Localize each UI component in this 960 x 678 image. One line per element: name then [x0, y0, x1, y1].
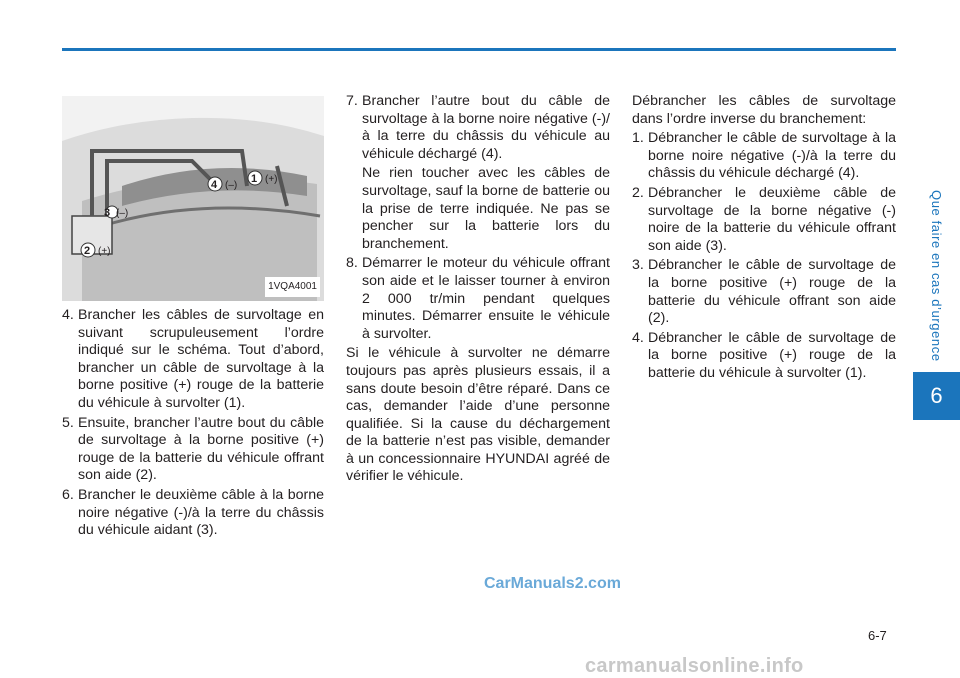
page-number: 6-7: [868, 628, 887, 643]
step-number: 5.: [62, 414, 74, 431]
step-text: Brancher le deuxième câble à la borne noire négative (-)/à la terre du châssis du véhicule aidant (3).: [78, 486, 324, 539]
step-text: Débrancher le câble de survoltage à la borne noire négative (-)/à la terre du châssis du véhicule déchargé (4).: [648, 130, 896, 182]
step-number: 6.: [62, 486, 74, 503]
watermark-link[interactable]: CarManuals2.com: [484, 575, 621, 592]
column-3: [632, 93, 896, 385]
disconnect-step-2: [632, 185, 896, 255]
step-text: Brancher l’autre bout du câble de survoltage à la borne noire négative (-)/à la terre du châssis du véhicule au véhicule déchargé (4).: [362, 93, 610, 162]
figure-label-3-sign: (–): [116, 208, 129, 219]
step-number: 4.: [62, 307, 74, 323]
troubleshooting-paragraph: Si le véhicule à survolter ne démarre toujours pas après plusieurs essais, il a sans doute besoin d’être réparé. Dans ce cas, demander l’aide d’une personne qualifiée. Si la cause du déchargement de la batterie n’est pas visible, demander à un concessionnaire HYUNDAI agréé de vérifier le véhicule.: [346, 345, 610, 485]
step-text: Débrancher le câble de survoltage de la borne positive (+) rouge de la batterie du véhicule à survolter (1).: [648, 329, 896, 381]
step-5: [62, 415, 324, 485]
disconnect-intro: Débrancher les câbles de survoltage dans l’ordre inverse du branchement:: [632, 93, 896, 127]
figure-label-3: 3: [104, 207, 111, 219]
chapter-tab: 6: [913, 372, 960, 420]
safety-note: Ne rien toucher avec les câbles de survoltage, sauf la borne de batterie ou la prise de terre indiquée. Ne pas se pencher sur la batterie lors du branchement.: [362, 165, 610, 252]
footer-watermark: carmanualsonline.info: [585, 655, 804, 677]
step-8: [346, 255, 610, 343]
disconnect-step-1: [632, 130, 896, 183]
section-title: Que faire en cas d’urgence: [929, 190, 944, 362]
step-text: Ensuite, brancher l’autre bout du câble de survoltage à la borne positive (+) rouge de la batterie du véhicule offrant son aide (2).: [78, 414, 324, 484]
figure-label-2: 2: [84, 245, 91, 257]
step-number: 8.: [346, 255, 358, 272]
step-number: 2.: [632, 184, 644, 201]
disconnect-step-3: [632, 257, 896, 327]
figure-label-1: 1: [251, 173, 258, 185]
jump-start-figure: [62, 96, 324, 301]
disconnect-step-4: [632, 330, 896, 383]
step-number: 3.: [632, 257, 644, 274]
step-number: 1.: [632, 130, 644, 147]
figure-label-4: 4: [211, 179, 218, 191]
figure-label-4-sign: (–): [225, 180, 238, 191]
step-number: 7.: [346, 93, 358, 109]
car-trunk-illustration: [62, 96, 324, 301]
column-2: [346, 93, 610, 488]
column-1: [62, 96, 324, 542]
step-7: [346, 93, 610, 163]
header-rule: [62, 48, 896, 51]
step-text: Brancher les câbles de survoltage en suivant scrupuleusement l’ordre indiqué sur le schéma. Tout d’abord, brancher un câble de survoltage à la borne positive (+) rouge de la batterie du véhicule à survolter (1).: [78, 307, 324, 411]
step-text: Débrancher le deuxième câble de survoltage de la borne négative (-) noire de la batterie du véhicule offrant son aide (3).: [648, 184, 896, 254]
step-number: 4.: [632, 329, 644, 346]
figure-code: 1VQA4001: [265, 277, 320, 297]
step-text: Démarrer le moteur du véhicule offrant son aide et le laisser tourner à environ 2 000 tr/min pendant quelques minutes. Démarrer ensuite le véhicule à survolter.: [362, 255, 610, 342]
step-6: [62, 487, 324, 540]
step-text: Débrancher le câble de survoltage de la borne positive (+) rouge de la batterie du véhicule offrant son aide (2).: [648, 257, 896, 327]
figure-label-2-sign: (+): [98, 246, 111, 257]
step-4: [62, 307, 324, 413]
figure-label-1-sign: (+): [265, 174, 278, 185]
